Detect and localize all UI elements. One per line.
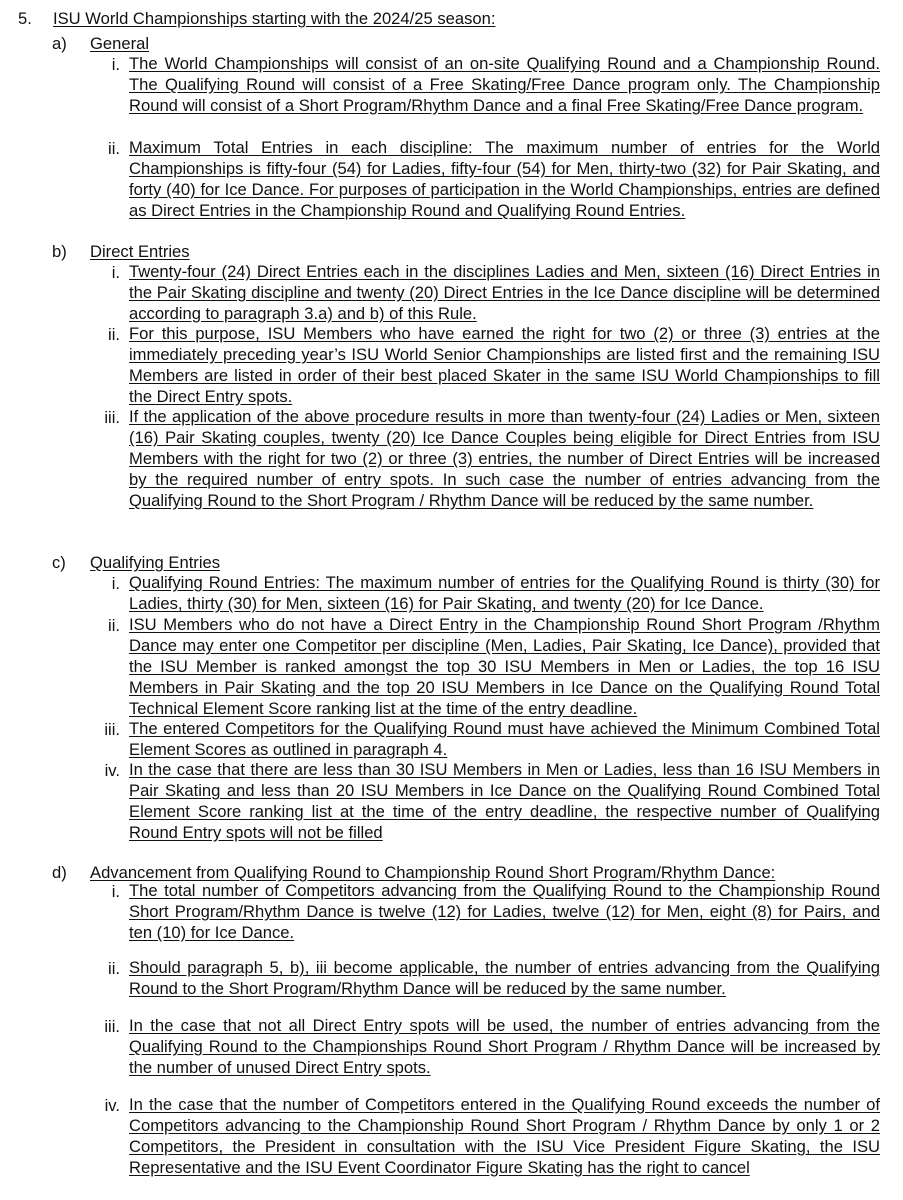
item-text: In the case that not all Direct Entry spots will be used, the number of entries advancing from the Qualifying Round to the Championships Round Short Program / Rhythm Dance will be increased by the number of unused Direct Entry spots.: [129, 1016, 880, 1077]
item-numeral: iii.: [104, 1017, 120, 1036]
item-numeral: i.: [111, 574, 120, 593]
item-text: In the case that the number of Competitors entered in the Qualifying Round exceeds the number of Competitors advancing to the Championship Round Short Program / Rhythm Dance by only 1 or 2 Competitors, the President in consultation with the ISU Vice President Figure Skating, the ISU Representative and the ISU Event Coordinator Figure Skating has the right to cancel: [129, 1095, 880, 1177]
section-b-heading: [52, 241, 190, 262]
item-text: Maximum Total Entries in each discipline: The maximum number of entries for the World Championships is fifty-four (54) for Ladies, fifty-four (54) for Men, thirty-two (32) for Pair Skating, and forty (40) for Ice Dance. For purposes of participation in the World Championships, entries are defined as Direct Entries in the Championship Round and Qualifying Round Entries.: [129, 138, 880, 220]
item-text: Qualifying Round Entries: The maximum number of entries for the Qualifying Round is thirty (30) for Ladies, thirty (30) for Men, sixteen (16) for Pair Skating, and twenty (20) for Ice Dance.: [129, 573, 880, 613]
rule-heading: [18, 8, 495, 29]
item-text: The total number of Competitors advancing from the Qualifying Round to the Championship Round Short Program/Rhythm Dance is twelve (12) for Ladies, twelve (12) for Men, eight (8) for Pairs, and ten (10) for Ice Dance.: [129, 881, 880, 942]
section-letter: d): [52, 863, 67, 882]
item-text: In the case that there are less than 30 ISU Members in Men or Ladies, less than 16 ISU Members in Pair Skating and less than 20 ISU Members in Ice Dance on the Qualifying Round Combined Total Element Score ranking list at the time of the entry deadline, the respective number of Qualifying Round Entry spots will not be filled: [129, 760, 880, 842]
item-numeral: i.: [111, 882, 120, 901]
item-text: For this purpose, ISU Members who have earned the right for two (2) or three (3) entries at the immediately preceding year’s ISU World Senior Championships are listed first and the remaining ISU Members are listed in order of their best placed Skater in the same ISU World Championships to fill the Direct Entry spots.: [129, 324, 880, 406]
item-text: Twenty-four (24) Direct Entries each in the disciplines Ladies and Men, sixteen (16) Direct Entries in the Pair Skating discipline and twenty (20) Direct Entries in the Ice Dance discipline will be determined according to paragraph 3.a) and b) of this Rule.: [129, 262, 880, 323]
item-text: ISU Members who do not have a Direct Entry in the Championship Round Short Program /Rhythm Dance may enter one Competitor per discipline (Men, Ladies, Pair Skating, Ice Dance), provided that the ISU Member is ranked amongst the top 30 ISU Members in Men or Ladies, the top 16 ISU Members in Pair Skating and the top 20 ISU Members in Ice Dance on the Qualifying Round Total Technical Element Score ranking list at the time of the entry deadline.: [129, 615, 880, 718]
section-title: General: [90, 34, 150, 53]
section-letter: a): [52, 34, 67, 53]
item-text: Should paragraph 5, b), iii become applicable, the number of entries advancing from the Qualifying Round to the Short Program/Rhythm Dance will be reduced by the same number.: [129, 958, 880, 998]
item-numeral: iii.: [104, 720, 120, 739]
section-a-heading: [52, 33, 149, 54]
section-title: Qualifying Entries: [90, 553, 221, 572]
item-numeral: ii.: [108, 959, 120, 978]
item-numeral: i.: [111, 55, 120, 74]
section-d-heading: [52, 862, 775, 883]
section-title: Direct Entries: [90, 242, 190, 261]
section-title: Advancement from Qualifying Round to Championship Round Short Program/Rhythm Dance:: [90, 863, 776, 882]
item-numeral: ii.: [108, 139, 120, 158]
item-numeral: ii.: [108, 616, 120, 635]
rule-title: ISU World Championships starting with the 2024/25 season:: [53, 9, 496, 28]
item-numeral: iv.: [104, 1096, 120, 1115]
section-letter: c): [52, 553, 66, 572]
rule-number: 5.: [18, 9, 32, 28]
section-letter: b): [52, 242, 67, 261]
item-numeral: iii.: [104, 408, 120, 427]
section-c-heading: [52, 552, 220, 573]
item-numeral: i.: [111, 263, 120, 282]
item-text: If the application of the above procedure results in more than twenty-four (24) Ladies or Men, sixteen (16) Pair Skating couples, twenty (20) Ice Dance Couples being eligible for Direct Entries from ISU Members with the right for two (2) or three (3) entries, the number of Direct Entries will be increased by the required number of entry spots. In such case the number of entries advancing from the Qualifying Round to the Short Program / Rhythm Dance will be reduced by the same number.: [129, 407, 880, 510]
item-numeral: ii.: [108, 325, 120, 344]
item-text: The entered Competitors for the Qualifying Round must have achieved the Minimum Combined Total Element Scores as outlined in paragraph 4.: [129, 719, 880, 759]
item-text: The World Championships will consist of an on-site Qualifying Round and a Championship Round. The Qualifying Round will consist of a Free Skating/Free Dance program only. The Championship Round will consist of a Short Program/Rhythm Dance and a final Free Skating/Free Dance program.: [129, 54, 880, 115]
item-numeral: iv.: [104, 761, 120, 780]
